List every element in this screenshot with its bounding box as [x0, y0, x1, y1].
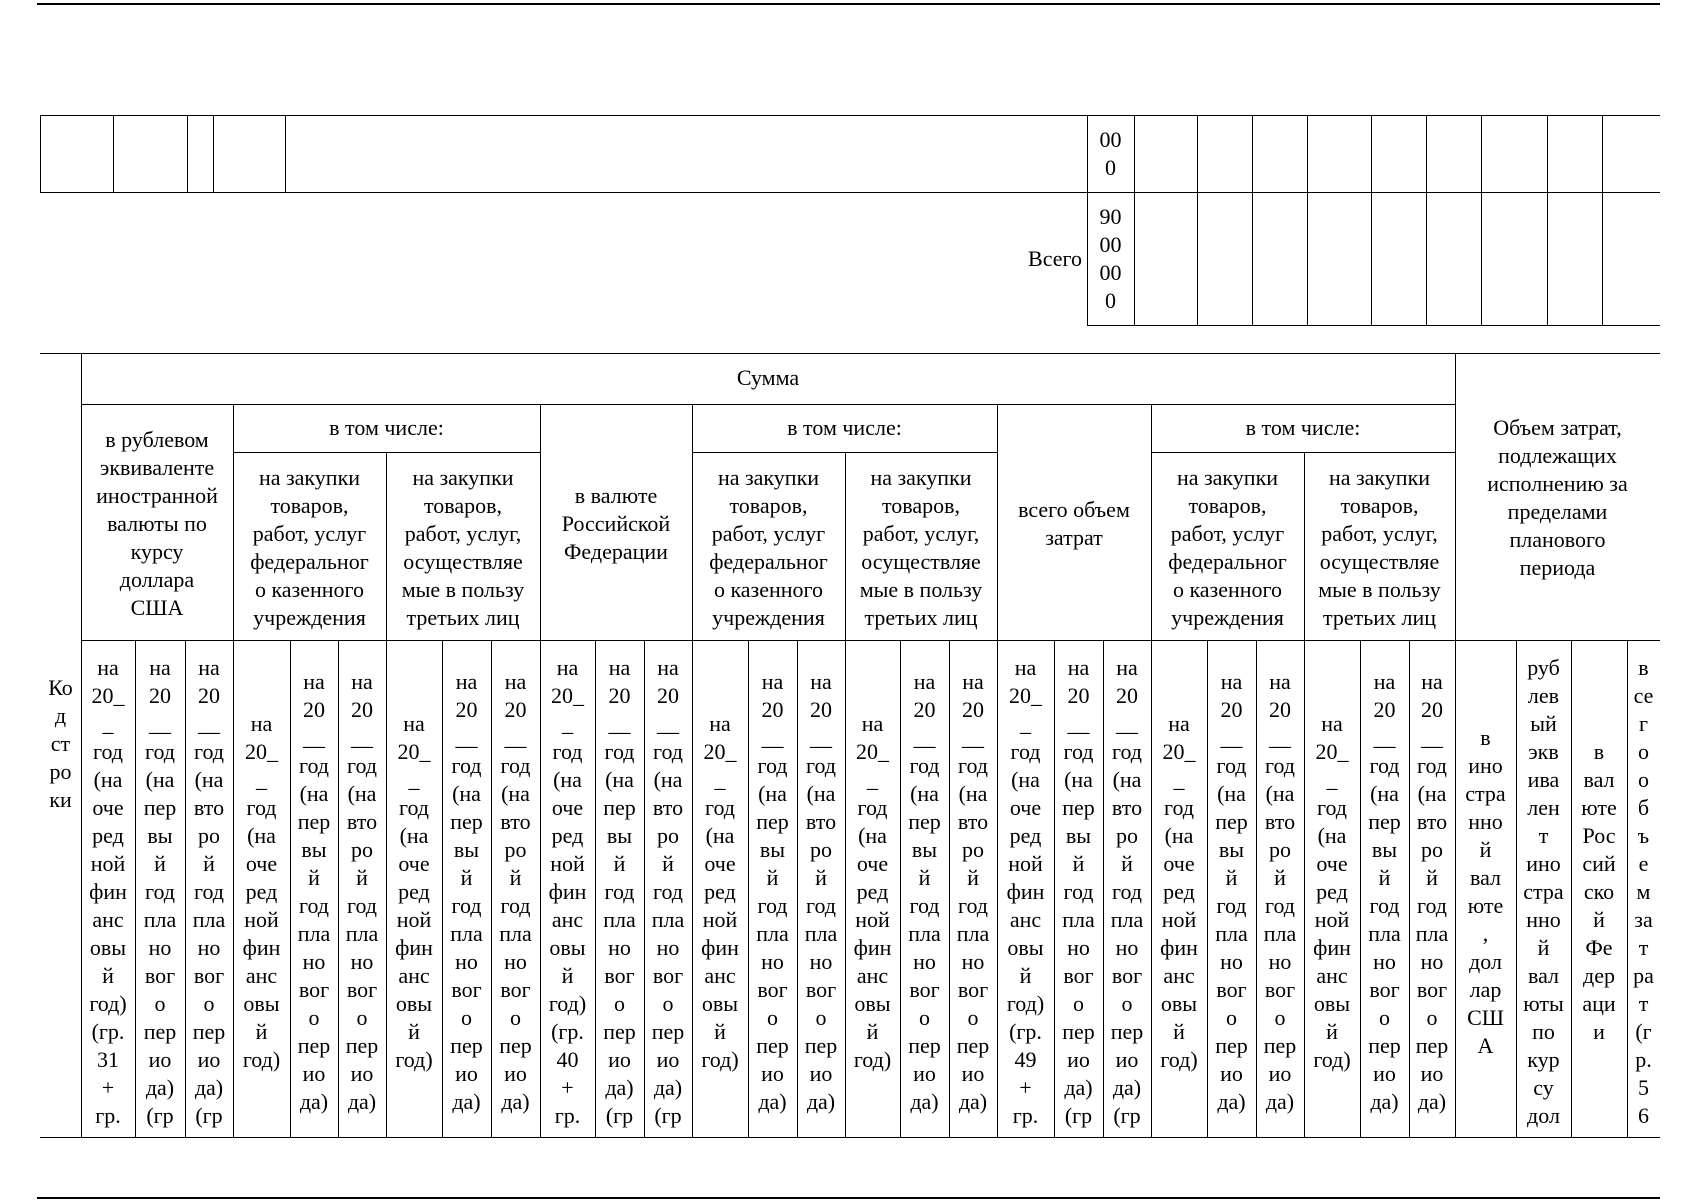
- sub-third-1: на закупки товаров, работ, услуг, осуществляе мые в пользу третьих лиц: [401, 465, 525, 630]
- col-beyond-rub-eq: руб лев ый экв ива лен т ино стра нно й вал юты по кур су дол: [1523, 655, 1564, 1128]
- col-beyond-usd: в ино стра нно й вал юте , дол лар СШ А: [1465, 725, 1506, 1058]
- col-rub-eq-current: на 20_ _ год (на оче ред ной фин анс овы й год) (гр. 31 + гр.: [89, 655, 127, 1128]
- total-code: 90 00 00 0: [1099, 204, 1122, 313]
- group-rub: в валюте Российской Федерации: [561, 483, 671, 564]
- col-third3-second: на 20 __ год (на вто ро й год пла но вог о пер ио да): [1415, 669, 1449, 1114]
- group-rub-equivalent: в рублевом эквиваленте иностранной валюты по курсу доллара США: [96, 427, 218, 620]
- beyond-header: Объем затрат, подлежащих исполнению за пределами планового периода: [1487, 415, 1628, 580]
- col-rub-first: на 20 __ год (на пер вы й год пла но вог о пер ио да) (гр: [603, 655, 636, 1128]
- sub-federal-3: на закупки товаров, работ, услуг федеральног о казенного учреждения: [1168, 465, 1287, 630]
- col-rub-current: на 20_ _ год (на оче ред ной фин анс овы й год) (гр. 40 + гр.: [548, 655, 587, 1128]
- sub-federal-2: на закупки товаров, работ, услуг федеральног о казенного учреждения: [709, 465, 828, 630]
- col-beyond-rub: в вал юте Рос сий ско й Фе дер аци и: [1581, 739, 1617, 1044]
- col-total-first: на 20 __ год (на пер вы й год пла но вог о пер ио да) (гр: [1062, 655, 1095, 1128]
- col-beyond-total: в се г о о б ъ е м за т ра т (г р. 5 6: [1633, 655, 1654, 1128]
- col-fed2-second: на 20 __ год (на вто ро й год пла но вог о пер ио да): [804, 669, 838, 1114]
- v-tom-chisle-1: в том числе:: [329, 415, 444, 440]
- sub-third-3: на закупки товаров, работ, услуг, осуществляе мые в пользу третьих лиц: [1318, 465, 1441, 630]
- group-total: всего объем затрат: [1018, 497, 1130, 550]
- v-tom-chisle-2: в том числе:: [787, 415, 902, 440]
- v-tom-chisle-3: в том числе:: [1245, 415, 1361, 440]
- col-third2-second: на 20 __ год (на вто ро й год пла но вог о пер ио да): [956, 669, 990, 1114]
- col-fed1-first: на 20 __ год (на пер вы й год пла но вог о пер ио да): [297, 669, 331, 1114]
- summa-header: Сумма: [736, 365, 800, 390]
- col-fed3-current: на 20_ _ год (на оче ред ной фин анс овы й год): [1160, 711, 1198, 1072]
- col-fed3-second: на 20 __ год (на вто ро й год пла но вог о пер ио да): [1263, 669, 1297, 1114]
- col-third1-first: на 20 __ год (на пер вы й год пла но вог о пер ио да): [450, 669, 483, 1114]
- col-third1-second: на 20 __ год (на вто ро й год пла но вог о пер ио да): [499, 669, 532, 1114]
- col-rub-eq-first: на 20 __ год (на пер вы й год пла но вог о пер ио да) (гр: [143, 655, 177, 1128]
- col-fed1-current: на 20_ _ год (на оче ред ной фин анс овы й год): [242, 711, 281, 1072]
- row1-code: 00 0: [1099, 127, 1122, 180]
- col-third1-current: на 20_ _ год (на оче ред ной фин анс овы й год): [395, 711, 433, 1072]
- col-third2-current: на 20_ _ год (на оче ред ной фин анс овы й год): [853, 711, 892, 1072]
- col-third3-current: на 20_ _ год (на оче ред ной фин анс овы й год): [1313, 711, 1351, 1072]
- sub-third-2: на закупки товаров, работ, услуг, осуществляе мые в пользу третьих лиц: [859, 465, 983, 630]
- col-rub-eq-second: на 20 __ год (на вто ро й год пла но вог о пер ио да) (гр: [192, 655, 226, 1128]
- kod-stroki: Ко д ст ро ки: [48, 675, 73, 812]
- col-total-second: на 20 __ год (на вто ро й год пла но вог о пер ио да) (гр: [1110, 655, 1144, 1128]
- col-fed2-first: на 20 __ год (на пер вы й год пла но вог о пер ио да): [756, 669, 789, 1114]
- col-third3-first: на 20 __ год (на пер вы й год пла но вог о пер ио да): [1368, 669, 1401, 1114]
- sub-federal-1: на закупки товаров, работ, услуг федеральног о казенного учреждения: [250, 465, 369, 630]
- top-rule: [37, 3, 1660, 5]
- col-third2-first: на 20 __ год (на пер вы й год пла но вог о пер ио да): [908, 669, 941, 1114]
- col-total-current: на 20_ _ год (на оче ред ной фин анс овы й год) (гр. 49 + гр.: [1006, 655, 1045, 1128]
- col-fed3-first: на 20 __ год (на пер вы й год пла но вог о пер ио да): [1215, 669, 1248, 1114]
- bottom-rule: [37, 1197, 1660, 1199]
- total-label: Всего: [1028, 246, 1082, 271]
- col-rub-second: на 20 __ год (на вто ро й год пла но вог о пер ио да) (гр: [651, 655, 685, 1128]
- col-fed2-current: на 20_ _ год (на оче ред ной фин анс овы й год): [701, 711, 739, 1072]
- col-fed1-second: на 20 __ год (на вто ро й год пла но вог о пер ио да): [345, 669, 379, 1114]
